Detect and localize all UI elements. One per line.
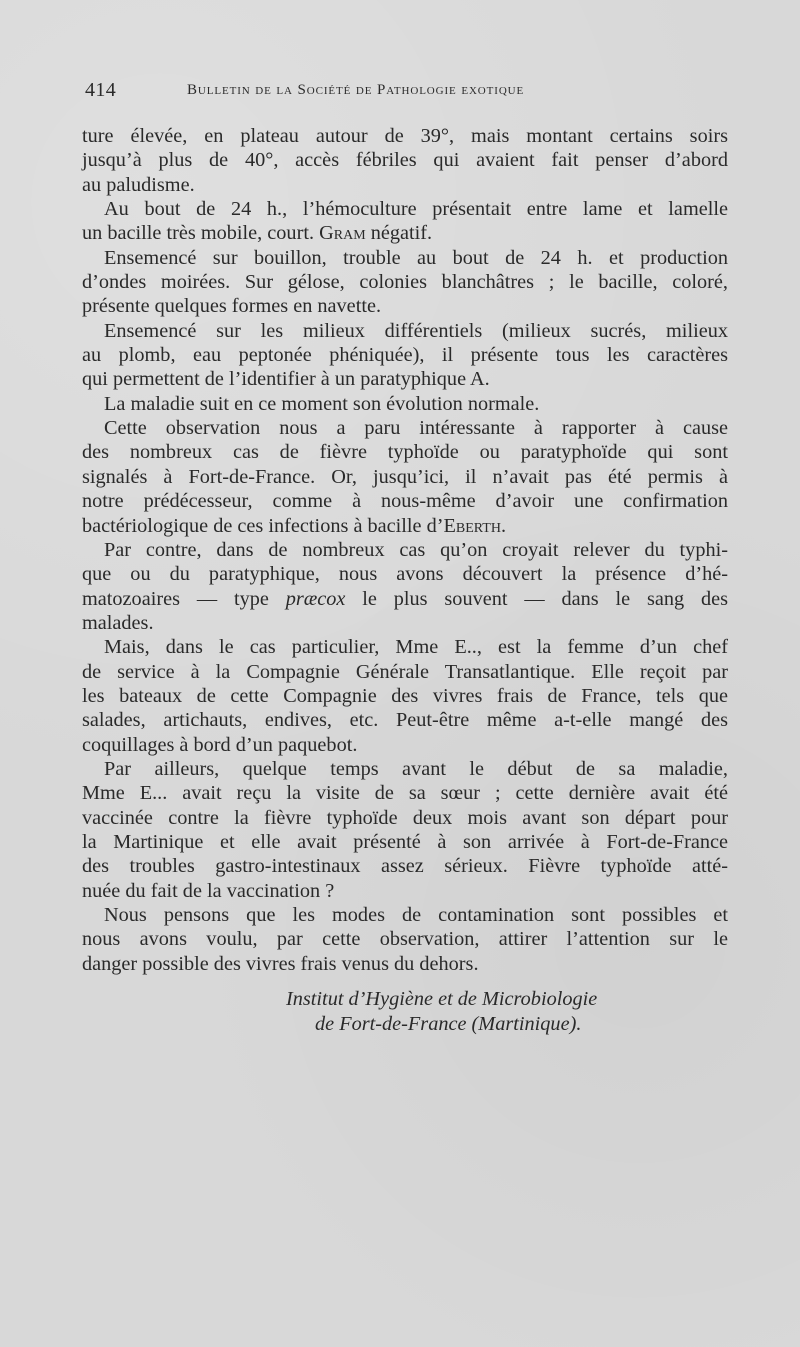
text-line: Au bout de 24 h., l’hémoculture présentait entre lame et lamelle: [104, 198, 728, 221]
text-line: Par ailleurs, quelque temps avant le début de sa maladie,: [104, 757, 728, 780]
text-line: les bateaux de cette Compagnie des vivres frais de France, tels que: [82, 684, 728, 707]
text-line: bactériologique de ces infections à bacille d’Eberth.: [82, 514, 507, 537]
text-line: nous avons voulu, par cette observation, attirer l’attention sur le: [82, 928, 728, 951]
text-line: ture élevée, en plateau autour de 39°, mais montant certains soirs: [82, 125, 728, 147]
text-line: Ensemencé sur les milieux différentiels (milieux sucrés, milieux: [104, 319, 728, 342]
institution-signature: [286, 987, 666, 1037]
text-line: un bacille très mobile, court. Gram négatif.: [82, 222, 433, 245]
text-line: coquillages à bord d’un paquebot.: [82, 733, 358, 756]
text-line: de service à la Compagnie Générale Transatlantique. Elle reçoit par: [82, 660, 728, 683]
signature-line-2: de Fort-de-France (Martinique).: [315, 1013, 582, 1035]
text-line: salades, artichauts, endives, etc. Peut-être même a-t-elle mangé des: [82, 709, 728, 732]
text-line: notre prédécesseur, comme à nous-même d’avoir une confirmation: [82, 490, 728, 513]
text-line: Par contre, dans de nombreux cas qu’on croyait relever du typhi-: [104, 538, 728, 561]
text-line: présente quelques formes en navette.: [82, 295, 382, 318]
text-line: nuée du fait de la vaccination ?: [82, 879, 335, 902]
text-line: jusqu’à plus de 40°, accès fébriles qui avaient fait penser d’abord: [82, 149, 728, 172]
article-body: [82, 124, 728, 976]
text-line: la Martinique et elle avait présenté à son arrivée à Fort-de-France: [82, 830, 728, 853]
text-line: des nombreux cas de fièvre typhoïde ou paratyphoïde qui sont: [82, 441, 728, 464]
text-line: que ou du paratyphique, nous avons découvert la présence d’hé-: [82, 563, 728, 586]
text-line: danger possible des vivres frais venus du dehors.: [82, 952, 479, 975]
signature-line-1: Institut d’Hygiène et de Microbiologie: [286, 988, 598, 1010]
text-line: vaccinée contre la fièvre typhoïde deux mois avant son départ pour: [82, 806, 728, 829]
text-line: Mme E... avait reçu la visite de sa sœur ; cette dernière avait été: [82, 782, 728, 805]
page-number: 414: [85, 79, 117, 101]
praecox-term: præcox: [285, 587, 346, 610]
text-line: La maladie suit en ce moment son évolution normale.: [104, 392, 540, 415]
text-line: signalés à Fort-de-France. Or, jusqu’ici, il n’avait pas été permis à: [82, 465, 728, 488]
text-line: matozoaires — type præcox le plus souvent — dans le sang des: [82, 587, 729, 610]
text-line: des troubles gastro-intestinaux assez sérieux. Fièvre typhoïde atté-: [82, 855, 728, 878]
gram-term: Gram: [319, 222, 366, 245]
text-line: au paludisme.: [82, 173, 195, 196]
text-line: au plomb, eau peptonée phéniquée), il présente tous les caractères: [82, 344, 728, 367]
running-title: Bulletin de la Société de Pathologie exotique: [187, 82, 525, 98]
text-line: Cette observation nous a paru intéressante à rapporter à cause: [104, 417, 728, 440]
text-line: Ensemencé sur bouillon, trouble au bout de 24 h. et production: [104, 246, 728, 269]
text-line: Nous pensons que les modes de contamination sont possibles et: [104, 904, 728, 926]
eberth-term: Eberth: [443, 514, 501, 537]
text-line: Mais, dans le cas particulier, Mme E.., est la femme d’un chef: [104, 636, 728, 659]
text-line: malades.: [82, 611, 154, 634]
text-line: d’ondes moirées. Sur gélose, colonies blanchâtres ; le bacille, coloré,: [82, 271, 728, 294]
text-line: qui permettent de l’identifier à un paratyphique A.: [82, 368, 490, 391]
